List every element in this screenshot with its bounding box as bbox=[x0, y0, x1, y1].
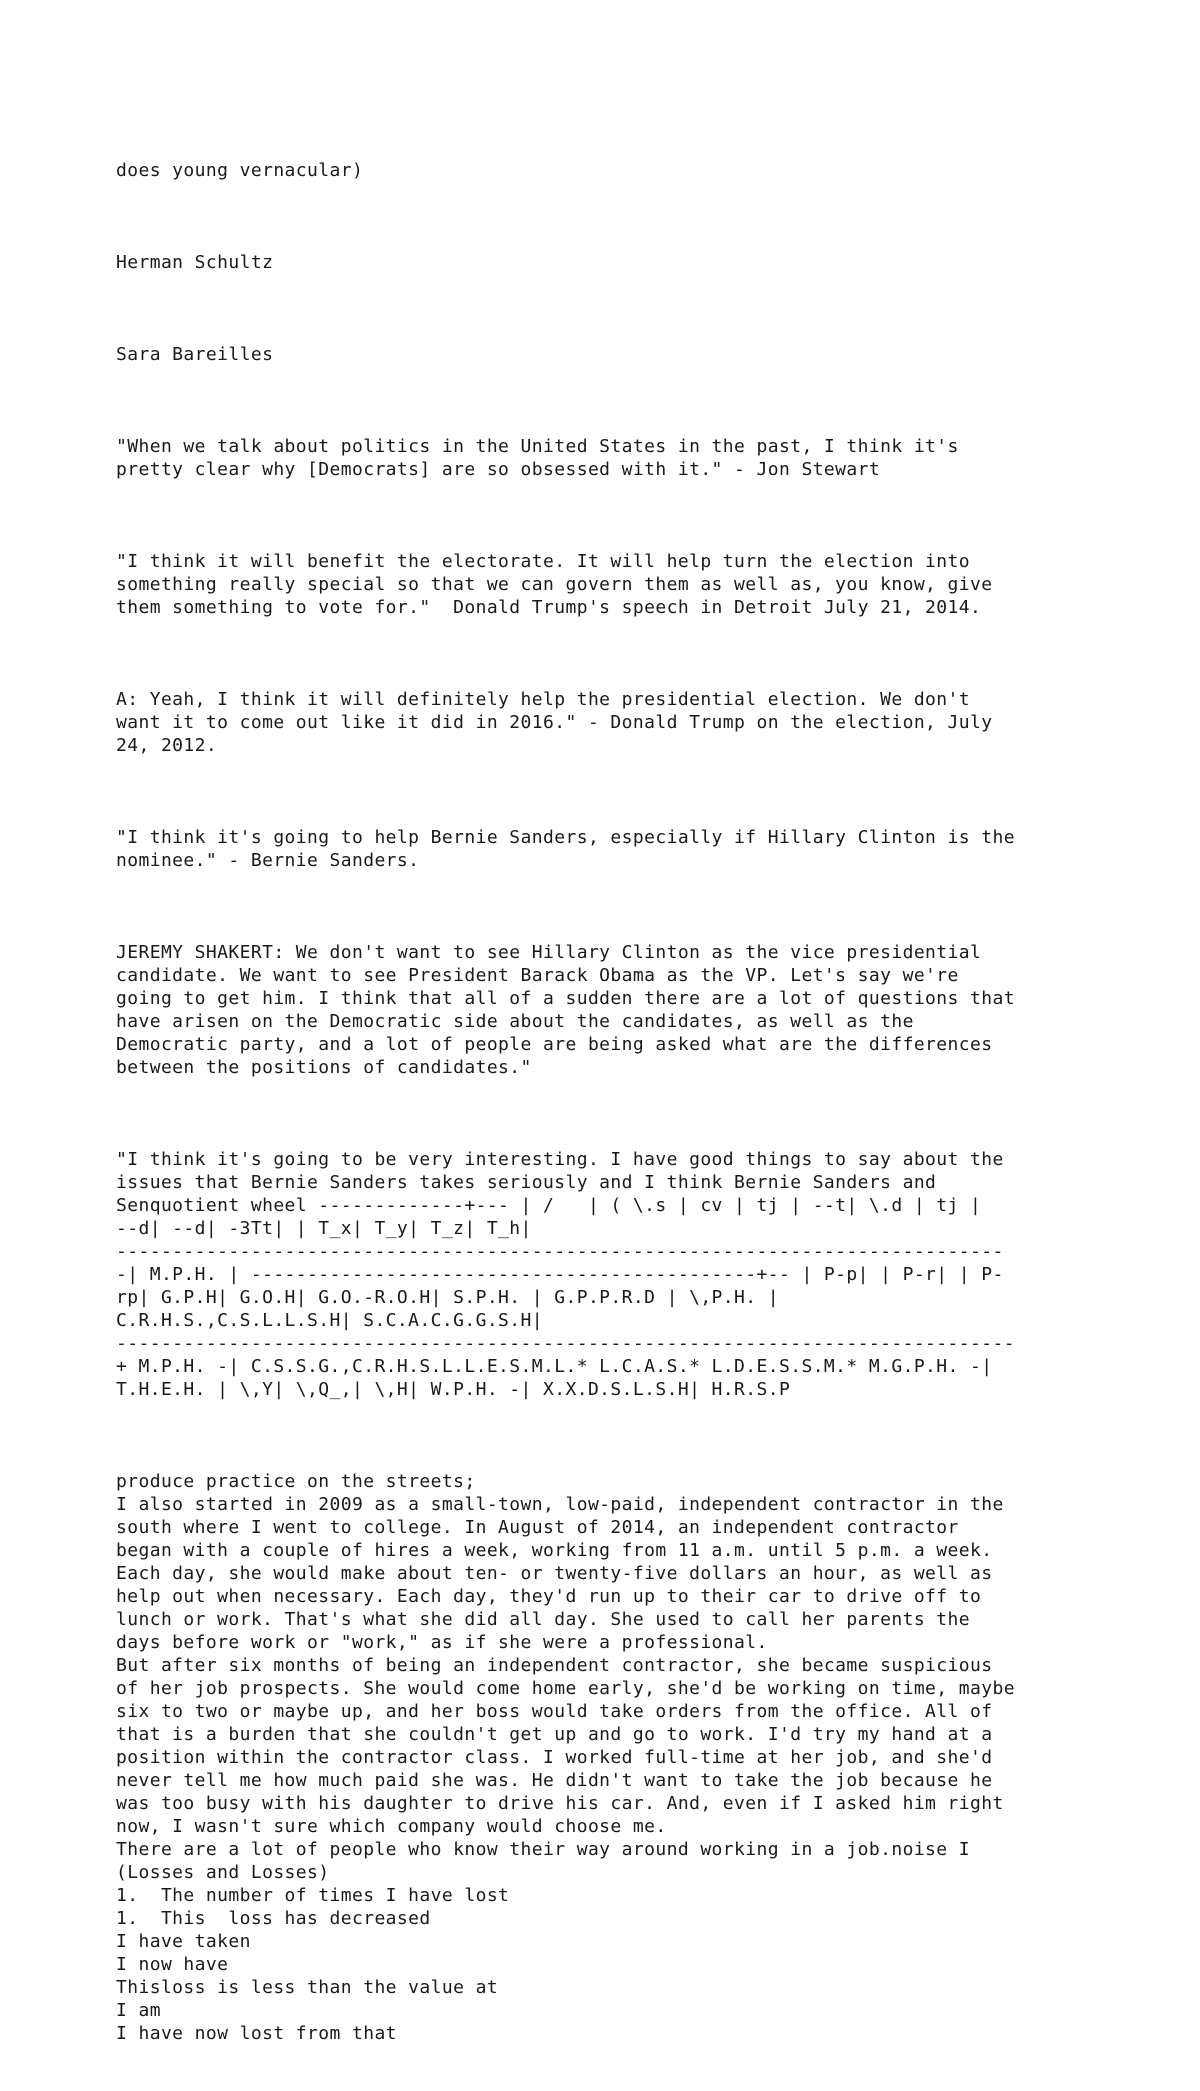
ascii-table-paragraph: "I think it's going to be very interesting. I have good things to say about the issues that Bernie Sanders takes seriously and I think Bernie Sanders and Senquotient wheel -------------+--- | / | ( \.s | cv | tj | --t| \.d | tj | --d| --d| -3Tt| | T_x| T_y| T_z| T_h| ------------------------------------------------------------------------------- -| M.P.H. | ---------------------------------------------+-- | P-p| | P-r| | P- rp| G.P.H| G.O.H| G.O.-R.O.H| S.P.H. | G.P.P.R.D | \,P.H. | C.R.H.S.,C.S.L.L.S.H| S.C.A.C.G.G.S.H| -------------------------------------------------------------------------------- + M.P.H. -| C.S.S.G.,C.R.H.S.L.L.E.S.M.L.* L.C.A.S.* L.D.E.S.S.M.* M.G.P.H. -| T.H.E.H. | \,Y| \,Q_,| \,H| W.P.H. -| X.X.D.S.L.S.H| H.R.S.P bbox=[116, 1149, 1015, 1400]
quote-paragraph: A: Yeah, I think it will definitely help the presidential election. We don't want it to come out like it did in 2016." - Donald Trump on the election, July 24, 2012. bbox=[116, 689, 993, 756]
speaker-name: Sara Bareilles bbox=[116, 344, 274, 365]
narrative-paragraph: produce practice on the streets; I also started in 2009 as a small-town, low-paid, independent contractor in the south where I went to college. In August of 2014, an independent contractor began with a couple of hires a week, working from 11 a.m. until 5 p.m. a week. Each day, she would make about ten- or twenty-five dollars an hour, as well as help out when necessary. Each day, they'd run up to their car to drive off to lunch or work. That's what she did all day. She used to call her parents the days before work or "work," as if she were a professional. But after six months of being an independent contractor, she became suspicious of her job prospects. She would come home early, she'd be working on time, maybe six to two or maybe up, and her boss would take orders from the office. All of that is a burden that she couldn't get up and go to work. I'd try my hand at a position within the contractor class. I worked full-time at her job, and she'd never tell me how much paid she was. He didn't want to take the job because he was too busy with his daughter to drive his car. And, even if I asked him right now, I wasn't sure which company would choose me. There are a lot of people who know their way around working in a job.noise I (Losses and Losses) 1. The number of times I have lost 1. This loss has decreased I have taken I now have Thisloss is less than the value at I am I have now lost from that bbox=[116, 1471, 1015, 2044]
text-line: does young vernacular) bbox=[116, 160, 364, 181]
quote-paragraph: "I think it will benefit the electorate. It will help turn the election into something really special so that we can govern them as well as, you know, give them something to vote for." Donald Trump's speech in Detroit July 21, 2014. bbox=[116, 551, 993, 618]
quote-paragraph: "When we talk about politics in the United States in the past, I think it's pretty clear why [Democrats] are so obsessed with it." - Jon Stewart bbox=[116, 436, 959, 480]
transcript-paragraph: JEREMY SHAKERT: We don't want to see Hillary Clinton as the vice presidential candidate. We want to see President Barack Obama as the VP. Let's say we're going to get him. I think that all of a sudden there are a lot of questions that have arisen on the Democratic side about the candidates, as well as the Democratic party, and a lot of people are being asked what are the differences between the positions of candidates." bbox=[116, 942, 1015, 1078]
document-body bbox=[116, 113, 1116, 2091]
speaker-name: Herman Schultz bbox=[116, 252, 274, 273]
quote-paragraph: "I think it's going to help Bernie Sanders, especially if Hillary Clinton is the nominee." - Bernie Sanders. bbox=[116, 827, 1015, 871]
